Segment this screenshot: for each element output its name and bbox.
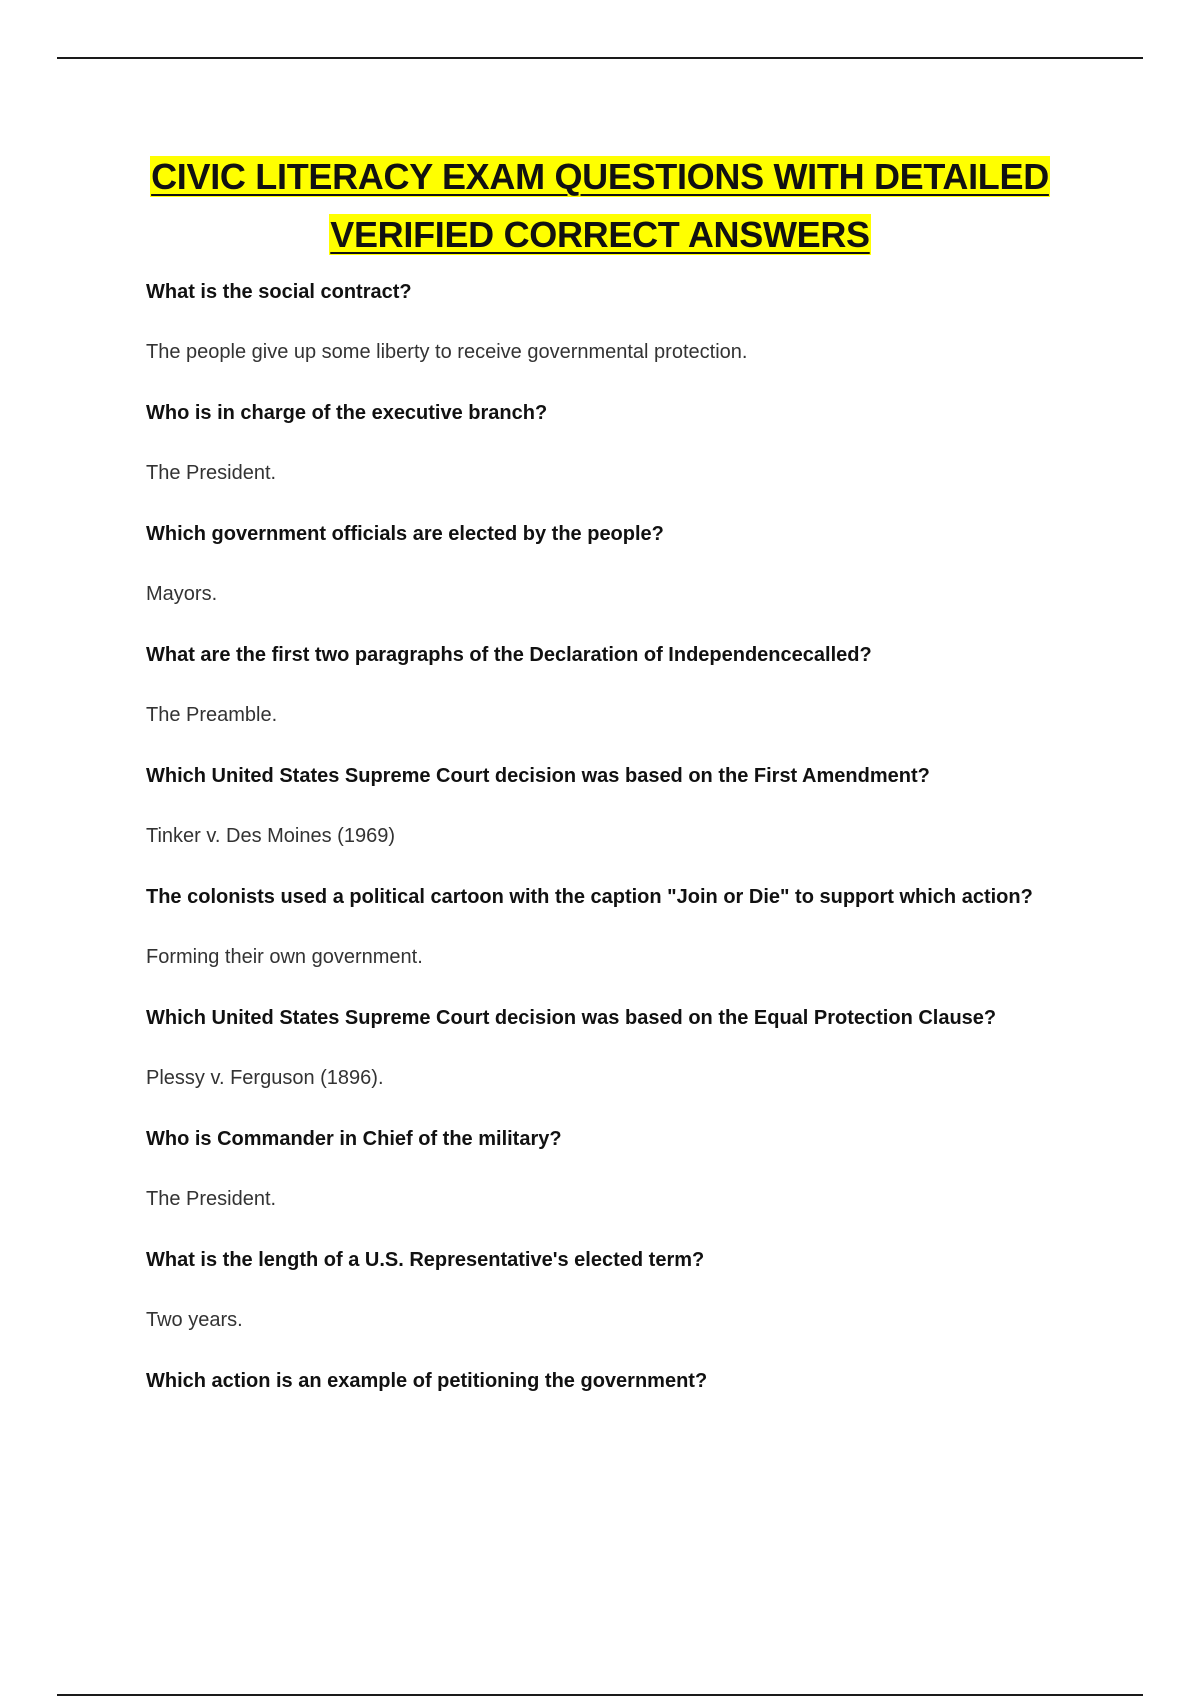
qa-item xyxy=(146,398,1146,519)
question: The colonists used a political cartoon with the caption "Join or Die" to support which action? xyxy=(146,886,1033,908)
qa-item xyxy=(146,882,1146,1003)
question: Which United States Supreme Court decision was based on the First Amendment? xyxy=(146,765,930,787)
footer-rule xyxy=(57,1694,1143,1696)
answer: Forming their own government. xyxy=(146,946,423,968)
qa-item xyxy=(146,277,1146,398)
answer: Two years. xyxy=(146,1309,243,1331)
header-rule xyxy=(57,57,1143,59)
title-line-2 xyxy=(0,206,1200,264)
question: What is the length of a U.S. Representative's elected term? xyxy=(146,1249,705,1271)
answer: The President. xyxy=(146,462,277,484)
qa-item xyxy=(146,1003,1146,1124)
answer: The Preamble. xyxy=(146,704,278,726)
answer: Mayors. xyxy=(146,583,218,605)
qa-item xyxy=(146,761,1146,882)
question: Which government officials are elected by the people? xyxy=(146,523,664,545)
title-line-1 xyxy=(0,148,1200,206)
answer: The people give up some liberty to receive governmental protection. xyxy=(146,341,748,363)
qa-item xyxy=(146,640,1146,761)
question: What is the social contract? xyxy=(146,281,412,303)
question: What are the first two paragraphs of the Declaration of Independencecalled? xyxy=(146,644,872,666)
title-text-1: CIVIC LITERACY EXAM QUESTIONS WITH DETAILED xyxy=(151,156,1049,197)
answer: The President. xyxy=(146,1188,277,1210)
question: Which United States Supreme Court decision was based on the Equal Protection Clause? xyxy=(146,1007,997,1029)
title-text-2: VERIFIED CORRECT ANSWERS xyxy=(330,214,870,255)
qa-item xyxy=(146,1366,1146,1487)
question: Which action is an example of petitioning the government? xyxy=(146,1370,708,1392)
qa-item xyxy=(146,1124,1146,1245)
question: Who is Commander in Chief of the military? xyxy=(146,1128,562,1150)
question: Who is in charge of the executive branch? xyxy=(146,402,548,424)
qa-item xyxy=(146,519,1146,640)
answer: Tinker v. Des Moines (1969) xyxy=(146,825,395,847)
qa-list xyxy=(146,277,1146,1487)
document-title xyxy=(0,148,1200,264)
qa-item xyxy=(146,1245,1146,1366)
answer: Plessy v. Ferguson (1896). xyxy=(146,1067,384,1089)
